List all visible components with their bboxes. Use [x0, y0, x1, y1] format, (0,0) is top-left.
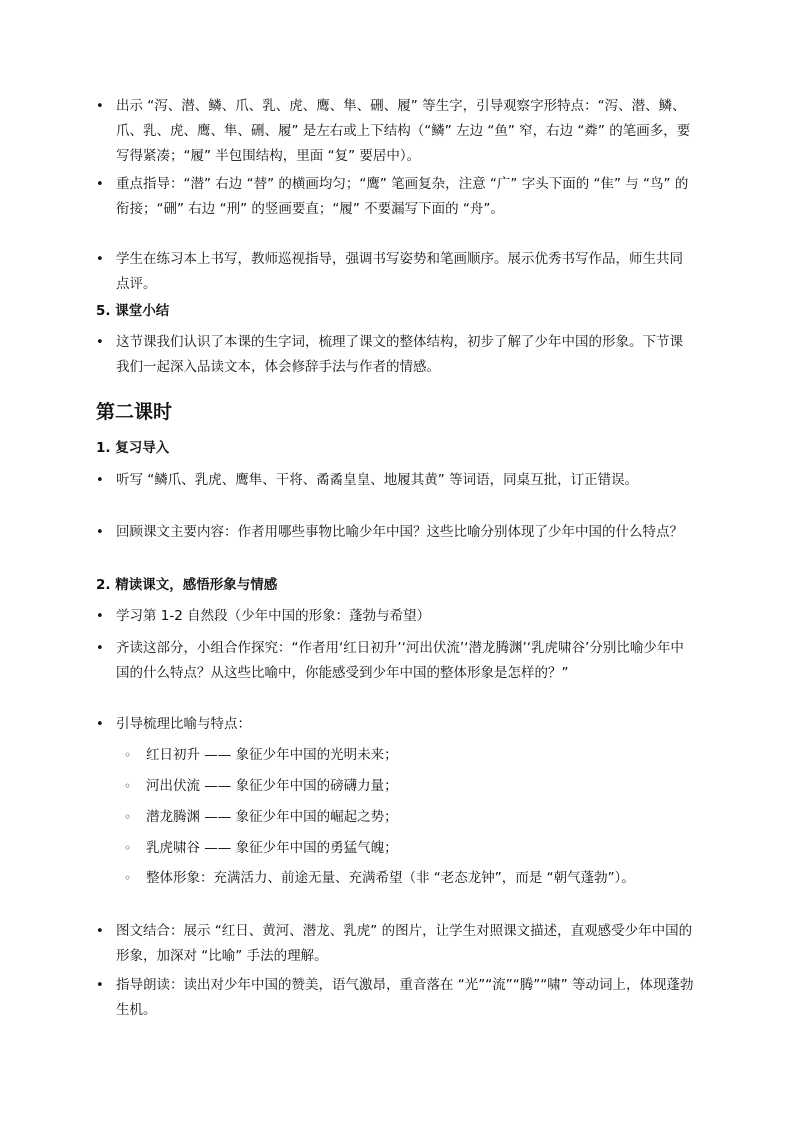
bullet-marker: • — [96, 609, 104, 624]
heading-close-reading: 2. 精读课文，感悟形象与情感 — [96, 577, 278, 593]
bullet-marker: • — [96, 978, 104, 993]
section-title-second-lesson: 第二课时 — [96, 401, 173, 423]
heading-class-summary: 5. 课堂小结 — [96, 303, 170, 319]
paragraph-writing-practice: 学生在练习本上书写，教师巡视指导，强调书写姿势和笔画顺序。展示优秀书写作品，师生共同点评。 — [116, 251, 683, 292]
paragraph-study-section: 学习第 1-2 自然段（少年中国的形象：蓬勃与希望） — [116, 608, 431, 624]
paragraph-group-inquiry: 齐读这部分，小组合作探究：“作者用‘红日初升’‘河出伏流’‘潜龙腾渊’‘乳虎啸谷’分别比喻少年中国的什么特点？从这些比喻中，你能感受到少年中国的整体形象是怎样的？” — [116, 640, 684, 681]
sub-item-tiger: 乳虎啸谷 —— 象征少年中国的勇猛气魄； — [146, 840, 398, 856]
bullet-marker: • — [96, 177, 104, 192]
paragraph-key-guidance: 重点指导：“潜” 右边 “替” 的横画均匀；“鹰” 笔画复杂，注意 “广” 字头下面的 “隹” 与 “鸟” 的衔接；“硎” 右边 “刑” 的竖画要直；“履” 不要漏写下面的 “舟”。 — [116, 176, 689, 217]
bullet-marker: • — [96, 473, 104, 488]
bullet-marker: • — [96, 335, 104, 350]
paragraph-char-structure: 出示 “泻、潜、鳞、爪、乳、虎、鹰、隼、硎、履” 等生字，引导观察字形特点：“泻、潜、鳞、爪、乳、虎、鹰、隼、硎、履” 是左右或上下结构（“鳞” 左边 “鱼” 窄，右边 “粦” 的笔画多，要写得紧凑；“履” 半包围结构，里面 “复” 要居中）。 — [116, 98, 691, 164]
bullet-marker: • — [96, 924, 104, 939]
sub-item-river: 河出伏流 —— 象征少年中国的磅礴力量； — [146, 778, 398, 794]
sub-bullet-marker: ◦ — [124, 871, 132, 885]
paragraph-metaphor-guide: 引导梳理比喻与特点： — [116, 716, 251, 732]
paragraph-review-content: 回顾课文主要内容：作者用哪些事物比喻少年中国？这些比喻分别体现了少年中国的什么特点？ — [116, 524, 683, 540]
paragraph-image-text: 图文结合：展示 “红日、黄河、潜龙、乳虎” 的图片，让学生对照课文描述，直观感受少年中国的形象，加深对 “比喻” 手法的理解。 — [116, 923, 693, 964]
paragraph-reading-aloud: 指导朗读：读出对少年中国的赞美，语气激昂，重音落在 “光”“流”“腾”“啸” 等动词上，体现蓬勃生机。 — [116, 977, 694, 1018]
sub-bullet-marker: ◦ — [124, 748, 132, 762]
sub-item-red-sun: 红日初升 —— 象征少年中国的光明未来； — [146, 747, 398, 763]
bullet-marker: • — [96, 99, 104, 114]
paragraph-summary: 这节课我们认识了本课的生字词，梳理了课文的整体结构，初步了解了少年中国的形象。下节课我们一起深入品读文本，体会修辞手法与作者的情感。 — [116, 334, 683, 375]
heading-review: 1. 复习导入 — [96, 440, 170, 456]
paragraph-dictation: 听写 “鳞爪、乳虎、鹰隼、干将、矞矞皇皇、地履其黄” 等词语，同桌互批，订正错误。 — [116, 472, 639, 488]
sub-bullet-marker: ◦ — [124, 779, 132, 793]
bullet-marker: • — [96, 641, 104, 656]
bullet-marker: • — [96, 525, 104, 540]
sub-item-overall-image: 整体形象：充满活力、前途无量、充满希望（非 “老态龙钟”，而是 “朝气蓬勃”）。 — [146, 870, 635, 886]
sub-item-dragon: 潜龙腾渊 —— 象征少年中国的崛起之势； — [146, 809, 398, 825]
bullet-marker: • — [96, 717, 104, 732]
sub-bullet-marker: ◦ — [124, 841, 132, 855]
bullet-marker: • — [96, 252, 104, 267]
sub-bullet-marker: ◦ — [124, 810, 132, 824]
